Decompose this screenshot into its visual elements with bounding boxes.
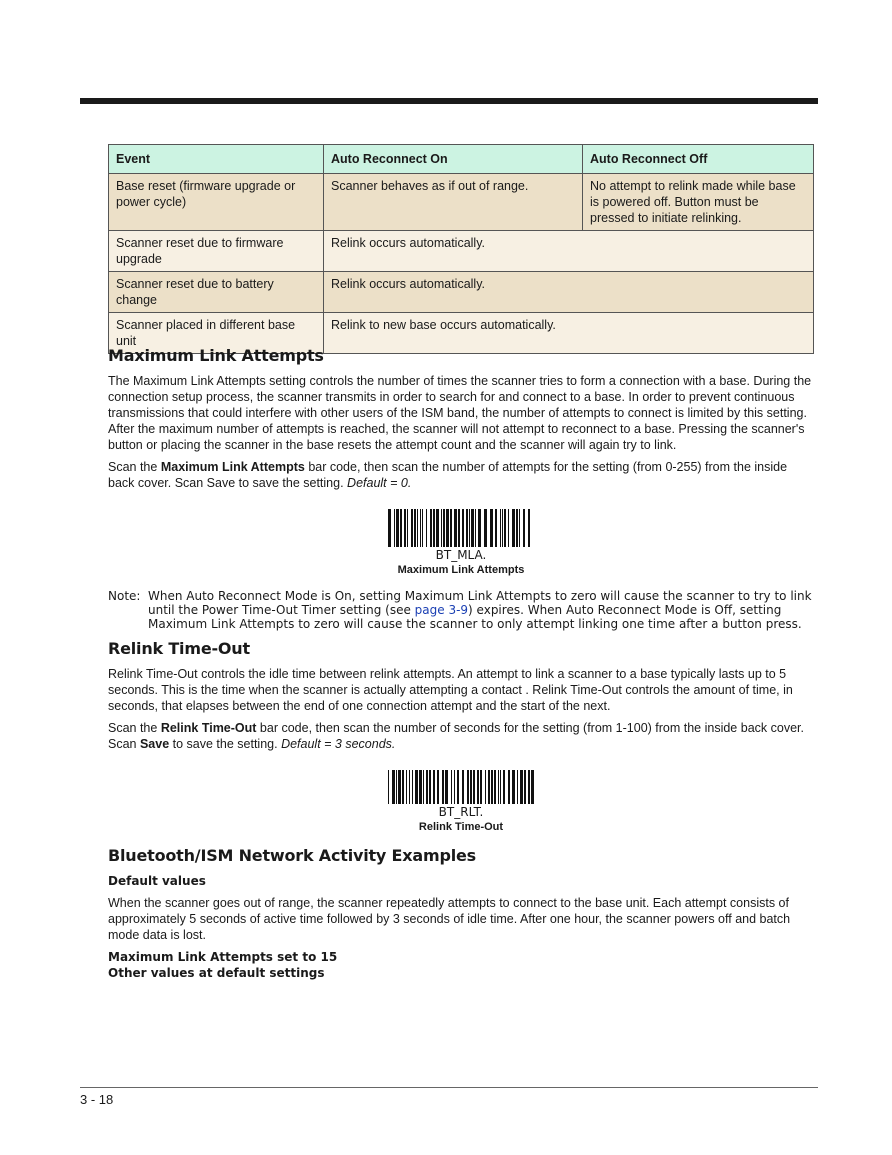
barcode-relink-time-out[interactable] <box>108 770 814 834</box>
paragraph: Relink Time-Out controls the idle time between relink attempts. An attempt to link a scanner to a base typically lasts up to 5 seconds. This is the time when the scanner is actually attempting a contact . Relink Time-Out controls the amount of time, in seconds, that elapses between the end of one connection attempt and the start of the next. <box>108 667 793 713</box>
cell-event: Scanner placed in different base unit <box>109 313 324 354</box>
table-row <box>109 272 814 313</box>
section-heading-relink-time-out: Relink Time-Out <box>108 639 250 658</box>
note-text <box>148 589 814 631</box>
note <box>108 589 814 631</box>
cell-event: Scanner reset due to battery change <box>109 272 324 313</box>
page-content <box>108 344 814 987</box>
reconnect-events-table <box>108 144 814 354</box>
barcode-text: BT_RLT. <box>438 805 484 819</box>
footer-rule <box>80 1087 818 1088</box>
text: Scan the <box>108 721 161 735</box>
table-row <box>109 231 814 272</box>
subheading-max-link-attempts-15 <box>108 949 814 981</box>
paragraph: When the scanner goes out of range, the scanner repeatedly attempts to connect to the base unit. Each attempt consists of approximately 5 seconds of active time followed by 3 seconds of idle time. After one hour, the scanner powers off and batch mode data is lost. <box>108 896 791 942</box>
barcode-label: Maximum Link Attempts <box>397 564 525 576</box>
page-link[interactable]: page 3-9 <box>414 603 469 617</box>
bold-text: Save <box>139 737 170 751</box>
paragraph: The Maximum Link Attempts setting controls the number of times the scanner tries to form a connection with a base. During the connection setup process, the scanner transmits in order to search for and connect to a base. In order to prevent continuous transmissions that could interfere with other users of the ISM band, the number of attempts to connect is limited by this setting. After the maximum number of attempts is reached, the scanner will not attempt to reconnect to a base. Pressing the scanner's button or placing the scanner in the base resets the attempt count and the scanner will again try to link. <box>108 374 812 452</box>
text: When Auto Reconnect Mode is On, setting Maximum Link Attempts to zero will cause the scanner to try to link until the Power Time-Out Timer setting (see <box>148 589 812 617</box>
paragraph <box>108 720 814 752</box>
section-heading-maximum-link-attempts: Maximum Link Attempts <box>108 346 324 365</box>
text: ) expires. When Auto Reconnect Mode is Off, setting Maximum Link Attempts to zero will cause the scanner to only attempt linking one time after a button press. <box>148 603 802 631</box>
cell-on: Relink to new base occurs automatically. <box>324 313 814 354</box>
default-value: Default = 0. <box>347 476 412 490</box>
paragraph <box>108 459 814 491</box>
cell-event: Base reset (firmware upgrade or power cycle) <box>109 174 324 231</box>
subheading-line: Maximum Link Attempts set to 15 <box>108 950 338 964</box>
text: Scan the <box>108 460 161 474</box>
default-value: Default = 3 seconds. <box>281 737 396 751</box>
cell-on: Relink occurs automatically. <box>324 231 814 272</box>
text: to save the setting. <box>169 737 278 751</box>
header-event: Event <box>109 145 324 174</box>
section-heading-network-activity-examples: Bluetooth/ISM Network Activity Examples <box>108 846 476 865</box>
table-header-row <box>109 145 814 174</box>
barcode-maximum-link-attempts[interactable] <box>108 509 814 577</box>
barcode-bars-icon <box>388 509 534 547</box>
bold-text: Maximum Link Attempts <box>160 460 305 474</box>
header-auto-reconnect-off: Auto Reconnect Off <box>583 145 814 174</box>
table-row <box>109 174 814 231</box>
cell-on: Relink occurs automatically. <box>324 272 814 313</box>
text: bar code, then scan the number of attempts for the setting (from 0-255) from the inside back cover. Scan Save to save the setting. <box>108 460 788 490</box>
barcode-bars-icon <box>388 770 534 804</box>
page-number: 3 - 18 <box>80 1092 114 1107</box>
barcode-text: BT_MLA. <box>435 548 487 562</box>
note-label: Note: <box>108 589 141 603</box>
cell-event: Scanner reset due to firmware upgrade <box>109 231 324 272</box>
subheading-line: Other values at default settings <box>108 966 325 980</box>
subheading-default-values: Default values <box>108 874 206 888</box>
bold-text: Relink Time-Out <box>160 721 257 735</box>
header-auto-reconnect-on: Auto Reconnect On <box>324 145 583 174</box>
text: bar code, then scan the number of seconds for the setting (from 1-100) from the inside back cover. Scan <box>108 721 804 751</box>
cell-off: No attempt to relink made while base is powered off. Button must be pressed to initiate relinking. <box>583 174 814 231</box>
cell-on: Scanner behaves as if out of range. <box>324 174 583 231</box>
barcode-label: Relink Time-Out <box>418 821 504 833</box>
header-rule <box>80 98 818 104</box>
